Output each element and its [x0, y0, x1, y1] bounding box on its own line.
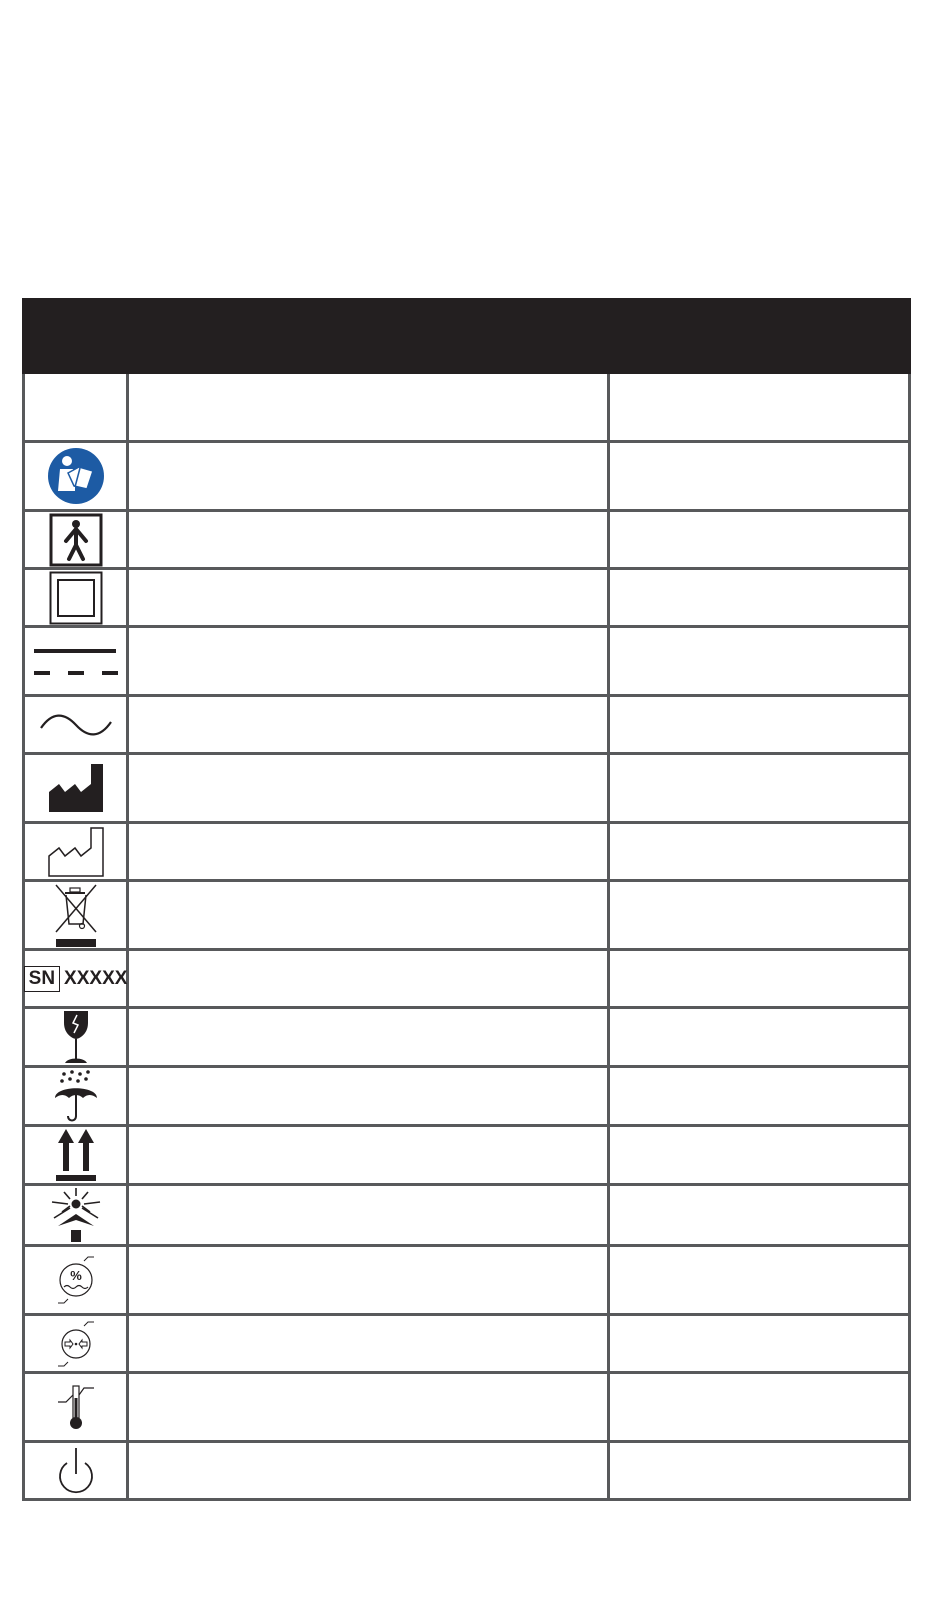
class-ii-equipment-icon [49, 571, 103, 625]
type-bf-applied-part-icon [49, 513, 103, 567]
symbol-cell [24, 950, 128, 1008]
symbol-cell [24, 1373, 128, 1442]
table-row [24, 569, 910, 627]
manufacturer-icon [47, 762, 105, 814]
humidity-limitation-icon [54, 1255, 98, 1305]
table-row [24, 1185, 910, 1246]
symbol-cell [24, 1126, 128, 1185]
reference-cell [608, 627, 909, 696]
reference-cell [608, 1442, 909, 1500]
description-cell [128, 823, 609, 881]
symbol-cell [24, 1442, 128, 1500]
reference-cell [608, 754, 909, 823]
reference-cell [608, 1246, 909, 1315]
table-row [24, 1008, 910, 1067]
weee-disposal-icon [51, 882, 101, 948]
direct-current-icon [30, 643, 122, 679]
description-cell [128, 754, 609, 823]
description-cell [128, 627, 609, 696]
symbol-table [22, 298, 911, 1501]
keep-away-from-sunlight-icon [48, 1186, 104, 1244]
symbol-cell [24, 511, 128, 569]
description-cell [128, 950, 609, 1008]
symbol-cell [24, 1067, 128, 1126]
description-cell [128, 1246, 609, 1315]
atmospheric-pressure-limitation-icon [54, 1320, 98, 1368]
description-cell [128, 373, 609, 442]
table-row [24, 754, 910, 823]
table-row [24, 373, 910, 442]
table-row [24, 696, 910, 754]
table-row [24, 1315, 910, 1373]
reference-cell [608, 511, 909, 569]
reference-cell [608, 1315, 909, 1373]
description-cell [128, 1315, 609, 1373]
table-row [24, 950, 910, 1008]
reference-cell [608, 881, 909, 950]
description-cell [128, 881, 609, 950]
instructions-manual-icon [47, 447, 105, 505]
temperature-limit-icon [54, 1382, 98, 1432]
symbol-cell [24, 1008, 128, 1067]
reference-cell [608, 823, 909, 881]
symbol-cell [24, 1185, 128, 1246]
reference-cell [608, 1185, 909, 1246]
reference-cell [608, 696, 909, 754]
serial-number-icon [25, 966, 126, 992]
symbol-cell [24, 754, 128, 823]
date-of-manufacture-icon [47, 826, 105, 878]
reference-cell [608, 1067, 909, 1126]
power-off-icon [55, 1446, 97, 1496]
description-cell [128, 696, 609, 754]
table-row [24, 881, 910, 950]
table-row [24, 442, 910, 511]
symbol-cell [24, 373, 128, 442]
symbol-cell [24, 1315, 128, 1373]
reference-cell [608, 1008, 909, 1067]
table-header [24, 300, 910, 373]
table-row [24, 627, 910, 696]
table-row [24, 1442, 910, 1500]
symbol-cell [24, 696, 128, 754]
alternating-current-icon [38, 710, 114, 740]
reference-cell [608, 569, 909, 627]
reference-cell [608, 373, 909, 442]
table-row [24, 1126, 910, 1185]
header-symbol [24, 300, 128, 373]
keep-dry-icon [52, 1068, 100, 1124]
description-cell [128, 1008, 609, 1067]
this-way-up-icon [54, 1127, 98, 1183]
symbol-cell [24, 627, 128, 696]
symbol-cell [24, 442, 128, 511]
symbol-cell [24, 1246, 128, 1315]
description-cell [128, 1373, 609, 1442]
fragile-icon [58, 1009, 94, 1065]
description-cell [128, 511, 609, 569]
table-row [24, 511, 910, 569]
reference-cell [608, 1126, 909, 1185]
sn-value: XXXXX [64, 967, 128, 989]
table-row [24, 823, 910, 881]
table-row [24, 1067, 910, 1126]
reference-cell [608, 950, 909, 1008]
header-reference [608, 300, 909, 373]
table-row [24, 1246, 910, 1315]
reference-cell [608, 1373, 909, 1442]
symbol-cell [24, 881, 128, 950]
sn-label: SN [24, 966, 60, 992]
symbol-cell [24, 569, 128, 627]
reference-cell [608, 442, 909, 511]
symbol-cell [24, 823, 128, 881]
description-cell [128, 1185, 609, 1246]
description-cell [128, 1126, 609, 1185]
description-cell [128, 442, 609, 511]
humidity-percent-label: % [69, 1268, 82, 1283]
header-description [128, 300, 609, 373]
description-cell [128, 1442, 609, 1500]
description-cell [128, 1067, 609, 1126]
description-cell [128, 569, 609, 627]
table-row [24, 1373, 910, 1442]
